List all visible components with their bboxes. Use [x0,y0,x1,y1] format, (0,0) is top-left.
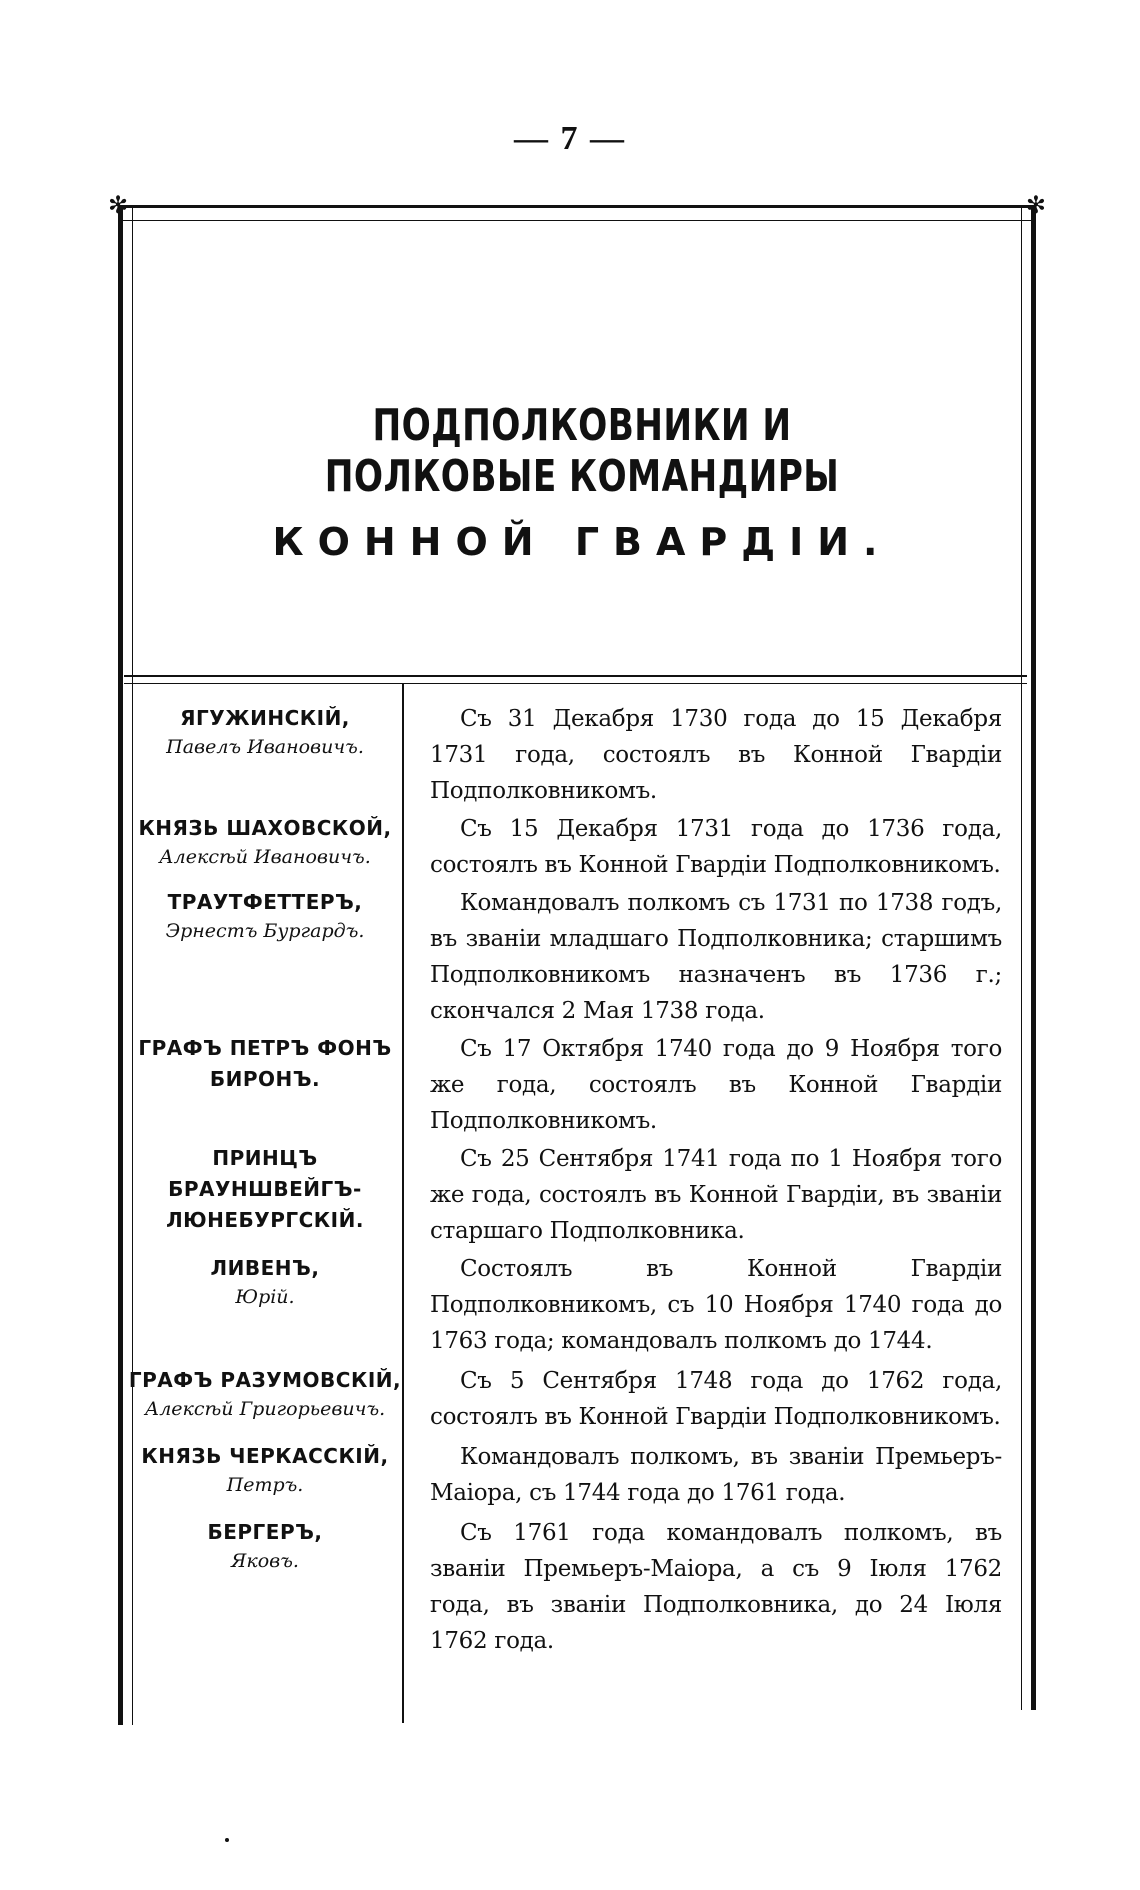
table-row [128,885,1028,1031]
name-cell [128,1363,402,1439]
print-speck [225,1838,229,1842]
officer-given-name: Яковъ. [231,1550,299,1572]
ornament-corner-icon: ✻ [108,191,129,219]
name-cell [128,885,402,1031]
officer-name: ЯГУЖИНСКІЙ, [180,706,350,730]
table-row [128,1141,1028,1251]
service-description: Съ 15 Декабря 1731 года до 1736 года, состоялъ въ Конной Гвардіи Подполковникомъ. [430,816,1002,878]
officer-given-name: Павелъ Ивановичъ. [166,736,364,758]
frame-top-border [118,205,1036,221]
officer-given-name: Алексѣй Григорьевичъ. [144,1398,386,1420]
table-row [128,1251,1028,1363]
service-description: Командовалъ полкомъ, въ званіи Премьеръ-Маіора, съ 1744 года до 1761 года. [430,1444,1002,1506]
officer-given-name: Юрій. [235,1286,295,1308]
officer-name: БЕРГЕРЪ, [207,1520,323,1544]
officer-name: ГРАФЪ РАЗУМОВСКІЙ, [128,1368,402,1392]
page-title: ПОДПОЛКОВНИКИ И ПОЛКОВЫЕ КОМАНДИРЫ [324,400,840,502]
officer-given-name: Алексѣй Ивановичъ. [159,846,371,868]
name-cell [128,701,402,811]
name-cell [128,1141,402,1251]
page-frame [108,191,1046,1725]
name-cell [128,1031,402,1141]
officers-table [128,701,1028,1654]
page-subtitle: КОННОЙ ГВАРДІИ. [272,520,892,564]
service-description: Съ 31 Декабря 1730 года до 15 Декабря 1731 года, состоялъ въ Конной Гвардіи Подполковникомъ. [430,706,1002,804]
service-description: Съ 25 Сентября 1741 года по 1 Ноября того же года, состоялъ въ Конной Гвардіи, въ званіи старшаго Подполковника. [430,1146,1002,1244]
table-row [128,811,1028,885]
officer-name: ТРАУТФЕТТЕРЪ, [167,890,363,914]
ornament-corner-icon: ✻ [1025,191,1046,219]
table-row [128,1363,1028,1439]
service-description: Съ 17 Октября 1740 года до 9 Ноября того же года, состоялъ въ Конной Гвардіи Подполковникомъ. [430,1036,1002,1134]
table-row [128,1515,1028,1654]
officer-name: ЛИВЕНЪ, [210,1256,320,1280]
officer-name: ГРАФЪ ПЕТРЪ ФОНЪ БИРОНЪ. [138,1036,392,1091]
name-cell [128,1515,402,1627]
table-row [128,1439,1028,1515]
name-cell [128,1439,402,1515]
name-cell [128,1251,402,1363]
service-description: Съ 5 Сентября 1748 года до 1762 года, состоялъ въ Конной Гвардіи Подполковникомъ. [430,1368,1002,1430]
service-description: Съ 1761 года командовалъ полкомъ, въ званіи Премьеръ-Маіора, а съ 9 Іюля 1762 года, въ званіи Подполковника, до 24 Іюля 1762 года. [430,1520,1002,1654]
table-header-rule [124,675,1027,684]
name-cell [128,811,402,885]
table-row [128,701,1028,811]
officer-given-name: Эрнестъ Бургардъ. [165,920,365,942]
officer-name: ПРИНЦЪ БРАУНШВЕЙГЪ-ЛЮНЕБУРГСКІЙ. [166,1146,364,1232]
page-number: — 7 — [514,120,626,157]
table-row [128,1031,1028,1141]
service-description: Командовалъ полкомъ съ 1731 по 1738 годъ, въ званіи младшаго Подполковника; старшимъ Подполковникомъ назначенъ въ 1736 г.; скончался 2 Мая 1738 года. [430,890,1002,1024]
officer-name: КНЯЗЬ ШАХОВСКОЙ, [138,816,392,840]
officer-name: КНЯЗЬ ЧЕРКАССКІЙ, [141,1444,389,1468]
service-description: Состоялъ въ Конной Гвардіи Подполковникомъ, съ 10 Ноября 1740 года до 1763 года; командовалъ полкомъ до 1744. [430,1256,1002,1354]
officer-given-name: Петръ. [226,1474,304,1496]
